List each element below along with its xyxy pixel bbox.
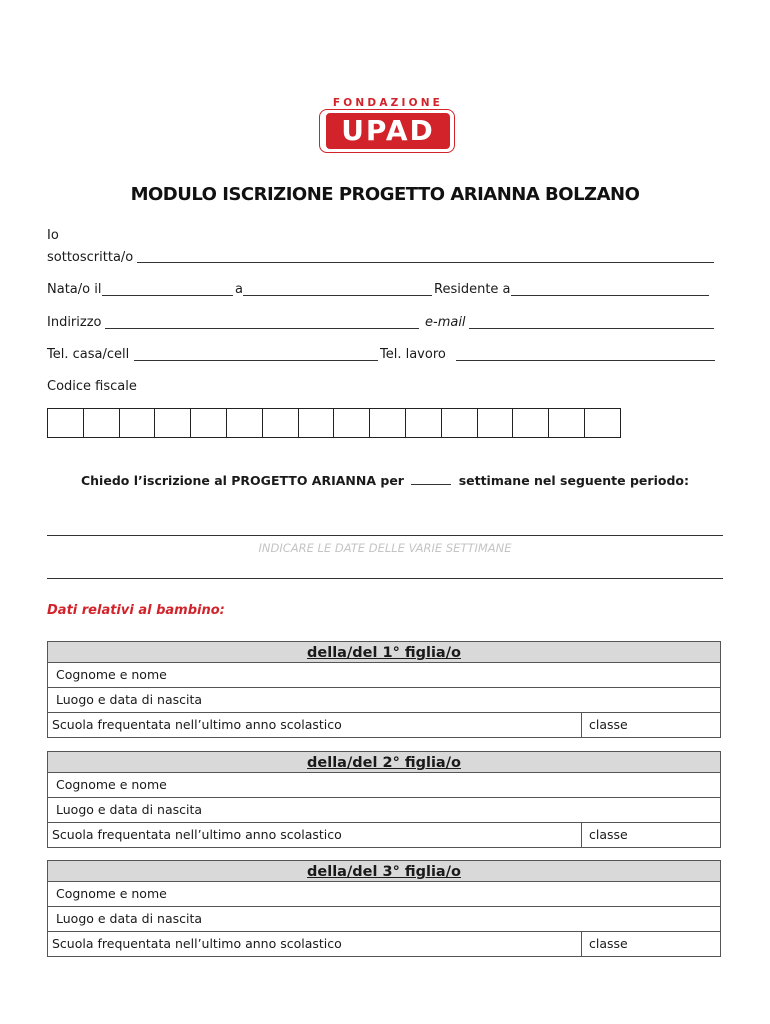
form-title: MODULO ISCRIZIONE PROGETTO ARIANNA BOLZANO xyxy=(130,184,640,205)
sottoscritto-field[interactable] xyxy=(137,262,714,263)
logo-frame xyxy=(319,109,455,153)
child-3-heading xyxy=(47,860,721,882)
cf-char-box[interactable] xyxy=(226,408,263,438)
request-text-after: settimane nel seguente periodo: xyxy=(458,473,689,488)
codice-fiscale-boxes xyxy=(47,408,621,438)
nome-label: Cognome e nome xyxy=(56,886,167,901)
settimane-field[interactable] xyxy=(411,474,451,485)
cf-char-box[interactable] xyxy=(298,408,335,438)
logo-fondazione-text: FONDAZIONE xyxy=(332,97,444,109)
cf-char-box[interactable] xyxy=(154,408,191,438)
child-3-heading-text: della/del 3° figlia/o xyxy=(307,864,461,880)
child-3-classe-cell[interactable] xyxy=(581,932,628,956)
email-field[interactable] xyxy=(469,328,714,329)
io-label: Io xyxy=(47,228,59,243)
classe-label: classe xyxy=(589,717,628,732)
child-2-scuola-row[interactable] xyxy=(47,823,721,848)
scuola-label: Scuola frequentata nell’ultimo anno scolastico xyxy=(52,717,342,732)
cf-char-box[interactable] xyxy=(333,408,370,438)
codice-fiscale-label: Codice fiscale xyxy=(47,379,137,394)
nome-label: Cognome e nome xyxy=(56,777,167,792)
child-3-nome-row[interactable] xyxy=(47,882,721,907)
cf-char-box[interactable] xyxy=(190,408,227,438)
nato-il-label: Nata/o il xyxy=(47,282,102,297)
child-1-scuola-row[interactable] xyxy=(47,713,721,738)
classe-label: classe xyxy=(589,936,628,951)
scuola-label: Scuola frequentata nell’ultimo anno scolastico xyxy=(52,936,342,951)
cf-char-box[interactable] xyxy=(477,408,514,438)
child-2-classe-cell[interactable] xyxy=(581,823,628,847)
logo-upad-text: UPAD xyxy=(341,114,435,147)
child-2-heading xyxy=(47,751,721,773)
tel-lavoro-field[interactable] xyxy=(456,360,715,361)
cf-char-box[interactable] xyxy=(512,408,549,438)
date-top-rule xyxy=(47,535,723,536)
child-2-nome-row[interactable] xyxy=(47,773,721,798)
nascita-label: Luogo e data di nascita xyxy=(56,802,203,817)
nato-il-field[interactable] xyxy=(102,295,233,296)
cf-char-box[interactable] xyxy=(83,408,120,438)
bambino-section-label: Dati relativi al bambino: xyxy=(47,603,225,618)
child-1-classe-cell[interactable] xyxy=(581,713,628,737)
residente-field[interactable] xyxy=(511,295,709,296)
child-2-table xyxy=(47,751,721,848)
nome-label: Cognome e nome xyxy=(56,667,167,682)
date-bottom-rule xyxy=(47,578,723,579)
cf-char-box[interactable] xyxy=(262,408,299,438)
upad-logo xyxy=(317,97,459,157)
child-1-heading xyxy=(47,641,721,663)
child-1-nome-row[interactable] xyxy=(47,663,721,688)
logo-mark xyxy=(326,113,450,149)
luogo-nascita-field[interactable] xyxy=(243,295,432,296)
child-3-scuola-row[interactable] xyxy=(47,932,721,957)
child-1-nascita-row[interactable] xyxy=(47,688,721,713)
sottoscritto-label: sottoscritta/o xyxy=(47,250,134,265)
email-label: e-mail xyxy=(425,315,466,330)
tel-casa-label: Tel. casa/cell xyxy=(47,347,130,362)
child-2-nascita-row[interactable] xyxy=(47,798,721,823)
child-2-heading-text: della/del 2° figlia/o xyxy=(307,755,461,771)
residente-label: Residente a xyxy=(434,282,511,297)
request-text-before: Chiedo l’iscrizione al PROGETTO ARIANNA per xyxy=(80,473,404,488)
cf-char-box[interactable] xyxy=(548,408,585,438)
child-1-heading-text: della/del 1° figlia/o xyxy=(307,645,461,661)
classe-label: classe xyxy=(589,827,628,842)
child-3-nascita-row[interactable] xyxy=(47,907,721,932)
cf-char-box[interactable] xyxy=(119,408,156,438)
nascita-label: Luogo e data di nascita xyxy=(56,692,203,707)
indirizzo-field[interactable] xyxy=(105,328,419,329)
cf-char-box[interactable] xyxy=(47,408,84,438)
cf-char-box[interactable] xyxy=(405,408,442,438)
tel-lavoro-label: Tel. lavoro xyxy=(380,347,446,362)
iscrizione-request xyxy=(0,473,770,488)
nascita-label: Luogo e data di nascita xyxy=(56,911,203,926)
date-hint: INDICARE LE DATE DELLE VARIE SETTIMANE xyxy=(258,541,512,555)
scuola-label: Scuola frequentata nell’ultimo anno scolastico xyxy=(52,827,342,842)
child-1-table xyxy=(47,641,721,738)
cf-char-box[interactable] xyxy=(369,408,406,438)
tel-casa-field[interactable] xyxy=(134,360,378,361)
luogo-a-label: a xyxy=(235,282,243,297)
cf-char-box[interactable] xyxy=(441,408,478,438)
child-3-table xyxy=(47,860,721,957)
cf-char-box[interactable] xyxy=(584,408,621,438)
indirizzo-label: Indirizzo xyxy=(47,315,102,330)
